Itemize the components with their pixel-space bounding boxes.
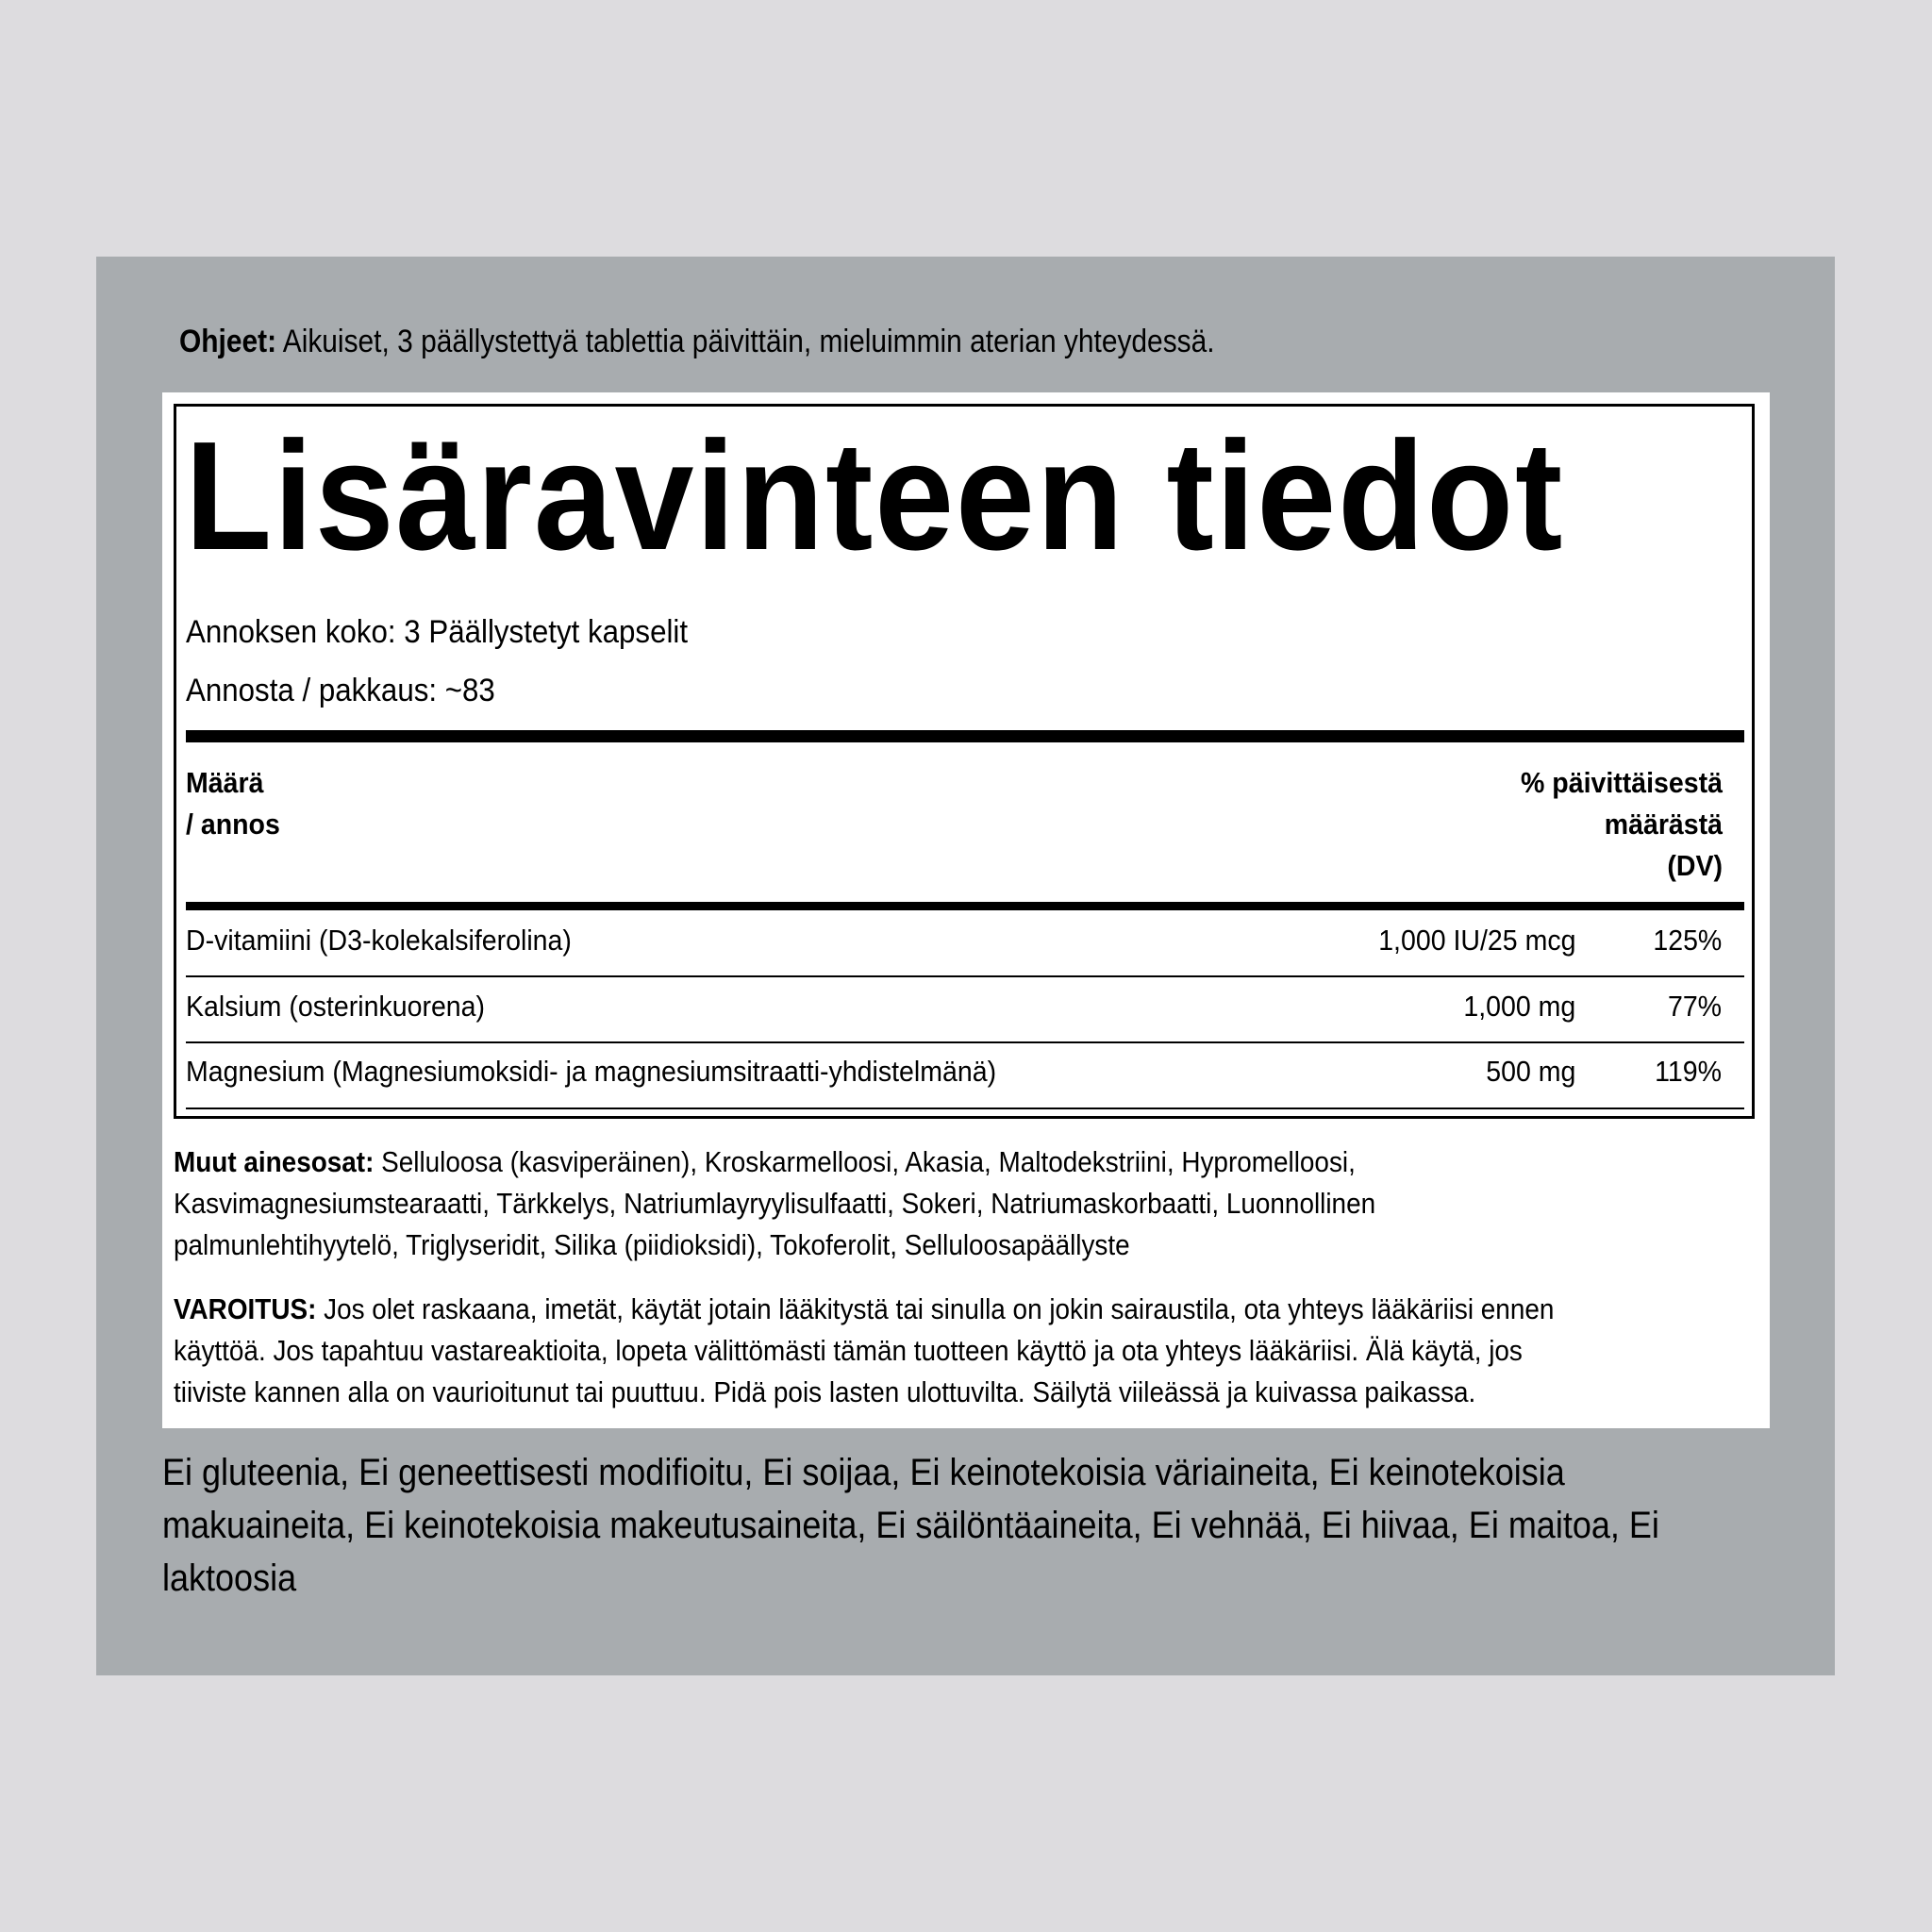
warning-line1: Jos olet raskaana, imetät, käytät jotain lääkitystä tai sinulla on jokin sairaustila, ota yhteys lääkäriisi ennen xyxy=(316,1292,1555,1325)
row-divider xyxy=(186,975,1744,977)
daily-value-header xyxy=(1375,762,1723,887)
nutrient-name: D-vitamiini (D3-kolekalsiferolina) xyxy=(186,924,572,957)
nutrient-row-magnesium xyxy=(186,1051,1722,1092)
warning-line2: käyttöä. Jos tapahtuu vastareaktioita, lopeta välittömästi tämän tuotteen käyttö ja ota yhteys lääkäriisi. Älä käytä, jos xyxy=(174,1334,1523,1367)
nutrient-dv: 125% xyxy=(1653,924,1722,957)
other-ingredients-line2: Kasvimagnesiumstearaatti, Tärkkelys, Natriumlayryylisulfaatti, Sokeri, Natriumaskorbaatti, Luonnollinen xyxy=(174,1187,1376,1220)
row-divider xyxy=(186,1041,1744,1043)
thick-divider-middle xyxy=(186,902,1744,910)
row-divider xyxy=(186,1108,1744,1109)
nutrient-amount: 1,000 IU/25 mcg xyxy=(1377,924,1575,957)
other-ingredients xyxy=(174,1141,1719,1266)
free-from-claims xyxy=(162,1446,1792,1605)
thick-divider-top xyxy=(186,730,1744,742)
directions-label: Ohjeet: xyxy=(179,324,277,359)
other-ingredients-line1: Selluloosa (kasviperäinen), Kroskarmelloosi, Akasia, Maltodekstriini, Hypromelloosi, xyxy=(374,1145,1356,1178)
other-ingredients-label: Muut ainesosat: xyxy=(174,1145,375,1178)
amount-header-line1: Määrä xyxy=(186,766,264,799)
directions-text xyxy=(179,317,1624,366)
amount-per-serving-header xyxy=(186,762,280,845)
supplement-facts-title: Lisäravinteen tiedot xyxy=(185,409,1565,582)
dv-header-line1: % päivittäisestä xyxy=(1520,766,1723,799)
warning-label: VAROITUS: xyxy=(174,1292,317,1325)
free-from-line2: makuaineita, Ei keinotekoisia makeutusaineita, Ei säilöntäaineita, Ei vehnää, Ei hiivaa, Ei maitoa, Ei xyxy=(162,1505,1659,1546)
servings-per-container: Annosta / pakkaus: ~83 xyxy=(186,673,495,708)
nutrient-row-calcium xyxy=(186,986,1722,1027)
nutrient-name: Kalsium (osterinkuorena) xyxy=(186,990,486,1023)
serving-size: Annoksen koko: 3 Päällystetyt kapselit xyxy=(186,614,689,650)
free-from-line3: laktoosia xyxy=(162,1557,297,1599)
nutrient-dv: 77% xyxy=(1667,990,1722,1023)
nutrient-name: Magnesium (Magnesiumoksidi- ja magnesiumsitraatti-yhdistelmänä) xyxy=(186,1055,997,1088)
free-from-line1: Ei gluteenia, Ei geneettisesti modifioitu, Ei soijaa, Ei keinotekoisia väriaineita, Ei keinotekoisia xyxy=(162,1452,1565,1493)
amount-header-line2: / annos xyxy=(186,808,280,841)
other-ingredients-line3: palmunlehtihyytelö, Triglyseridit, Silika (piidioksidi), Tokoferolit, Selluloosapäällyste xyxy=(174,1228,1130,1261)
warning xyxy=(174,1289,1719,1413)
warning-line3: tiiviste kannen alla on vaurioitunut tai puuttuu. Pidä pois lasten ulottuvilta. Säilytä viileässä ja kuivassa paikassa. xyxy=(174,1375,1476,1408)
nutrient-amount: 500 mg xyxy=(1485,1055,1575,1088)
nutrient-row-vitamin-d xyxy=(186,920,1722,961)
nutrient-amount: 1,000 mg xyxy=(1463,990,1575,1023)
dv-header-line3: (DV) xyxy=(1667,849,1723,882)
directions-body: Aikuiset, 3 päällystettyä tablettia päivittäin, mieluimmin aterian yhteydessä. xyxy=(276,324,1215,359)
dv-header-line2: määrästä xyxy=(1604,808,1723,841)
nutrient-dv: 119% xyxy=(1655,1055,1722,1088)
